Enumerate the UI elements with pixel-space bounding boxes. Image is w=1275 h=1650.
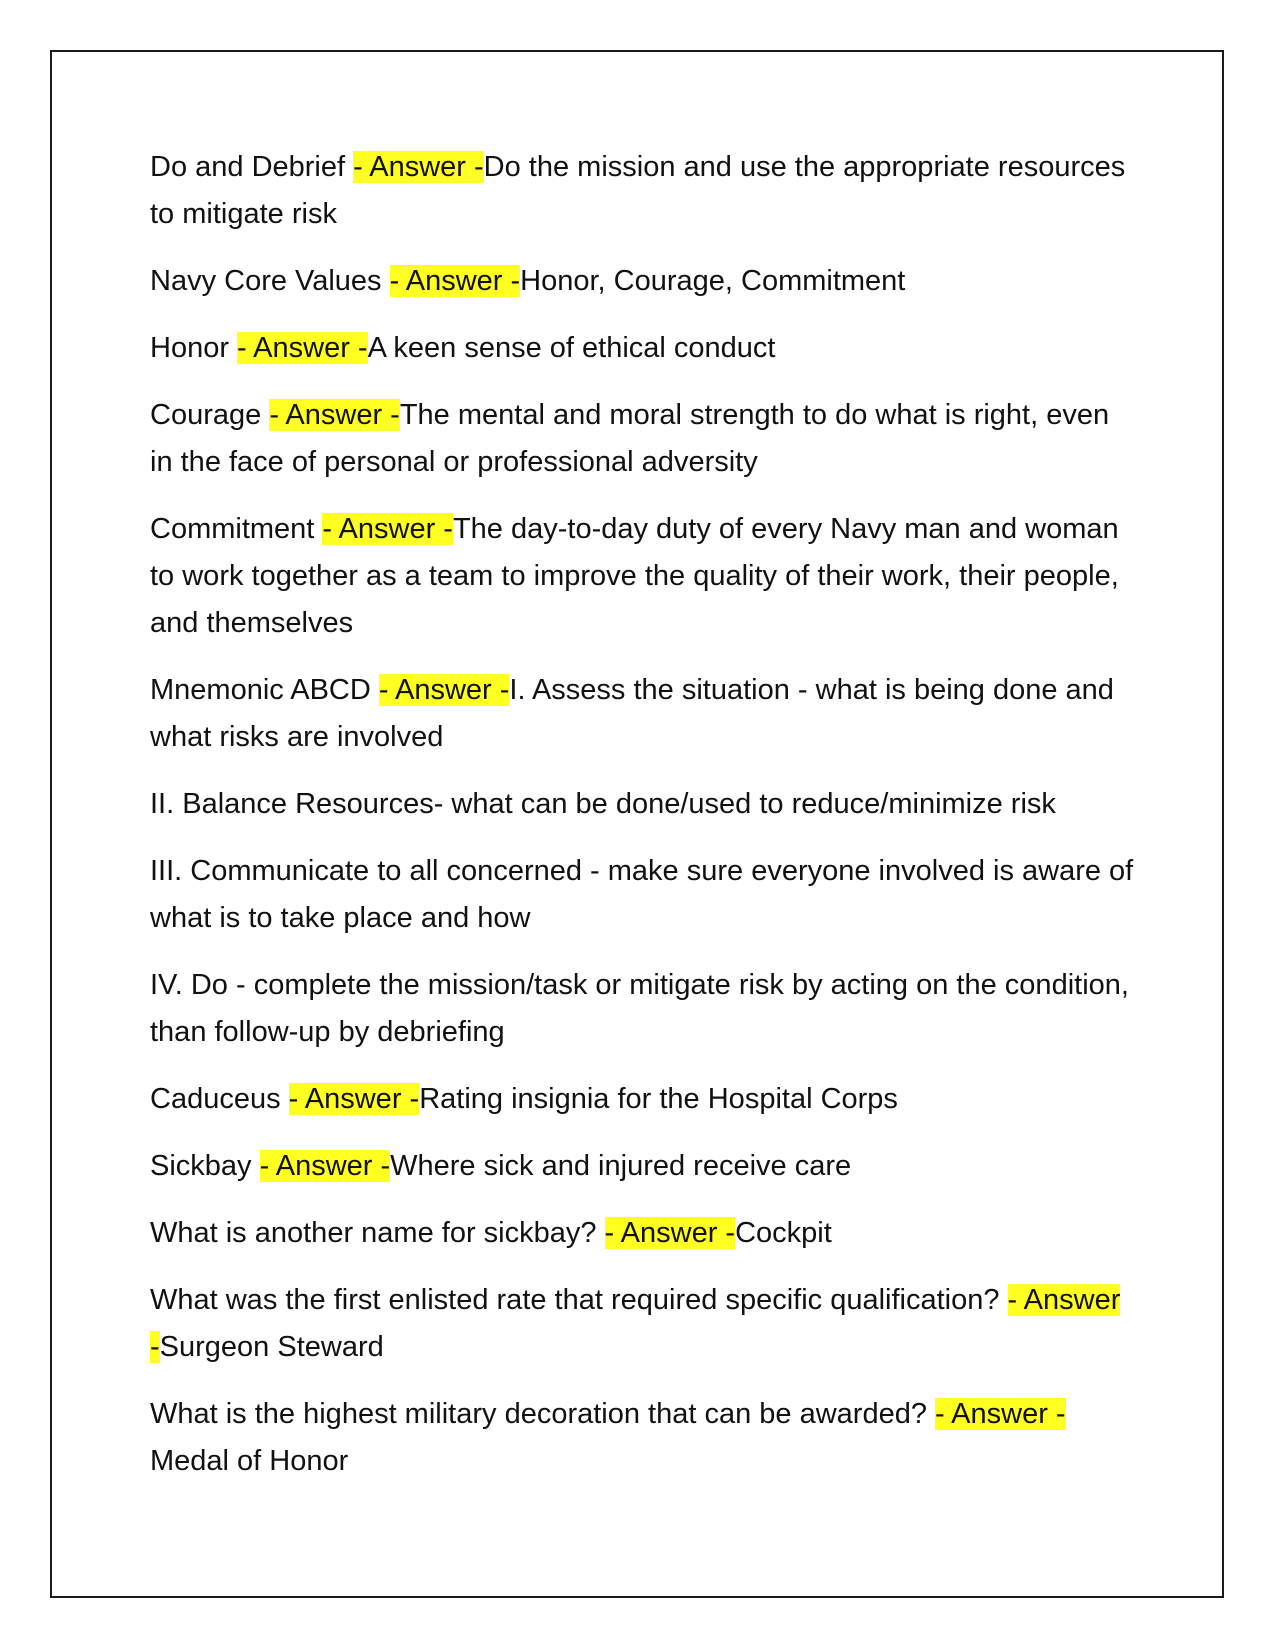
entry-term: What is the highest military decoration that can be awarded?: [150, 1398, 936, 1430]
entry-answer: Where sick and injured receive care: [390, 1150, 852, 1182]
document-body: [150, 144, 1135, 1505]
entry-term: Honor: [150, 332, 238, 364]
entry-mnemonic-abcd: [150, 667, 1135, 761]
answer-marker: - Answer -: [353, 151, 484, 183]
entry-answer: The mental and moral strength to do what is right, even in the face of personal or professional adversity: [150, 399, 1110, 478]
entry-answer: Medal of Honor: [150, 1445, 349, 1477]
entry-term: Courage: [150, 399, 270, 431]
answer-marker: - Answer -: [237, 332, 368, 364]
entry-answer: Cockpit: [735, 1217, 832, 1249]
answer-marker: - Answer -: [935, 1398, 1066, 1430]
abcd-step-communicate: III. Communicate to all concerned - make sure everyone involved is aware of what is to take place and how: [150, 855, 1134, 934]
entry-sickbay-other-name: [150, 1210, 1135, 1257]
entry-term: Do and Debrief: [150, 151, 354, 183]
entry-term: Caduceus: [150, 1083, 289, 1115]
answer-marker: - Answer -: [389, 265, 521, 297]
entry-courage: [150, 392, 1135, 486]
entry-answer: I. Assess the situation - what is being done and what risks are involved: [150, 674, 1114, 753]
entry-term: Commitment: [150, 513, 323, 545]
answer-marker: - Answer -: [604, 1217, 736, 1249]
entry-honor: [150, 325, 1135, 372]
entry-highest-decoration: [150, 1391, 1135, 1485]
entry-answer: The day-to-day duty of every Navy man and woman to work together as a team to improve the quality of their work, their people, and themselves: [150, 513, 1119, 639]
answer-marker: - Answer -: [288, 1083, 420, 1115]
entry-commitment: [150, 506, 1135, 647]
entry-answer: A keen sense of ethical conduct: [367, 332, 776, 364]
entry-caduceus: [150, 1076, 1135, 1123]
entry-sickbay: [150, 1143, 1135, 1190]
entry-answer: Rating insignia for the Hospital Corps: [419, 1083, 898, 1115]
entry-term: What is another name for sickbay?: [150, 1217, 605, 1249]
answer-marker: - Answer -: [322, 513, 453, 545]
entry-term: Sickbay: [150, 1150, 260, 1182]
abcd-step-do: IV. Do - complete the mission/task or mitigate risk by acting on the condition, than follow-up by debriefing: [150, 969, 1129, 1048]
answer-marker: - Answer -: [269, 399, 400, 431]
entry-term: Mnemonic ABCD: [150, 674, 379, 706]
answer-marker: - Answer -: [259, 1150, 391, 1182]
entry-term: What was the first enlisted rate that required specific qualification?: [150, 1284, 1008, 1316]
entry-navy-core-values: [150, 258, 1135, 305]
entry-answer: Do the mission and use the appropriate resources to mitigate risk: [150, 151, 1126, 230]
entry-first-enlisted-rate: [150, 1277, 1135, 1371]
entry-answer: Honor, Courage, Commitment: [520, 265, 906, 297]
entry-do-and-debrief: [150, 144, 1135, 238]
entry-term: Navy Core Values: [150, 265, 390, 297]
answer-marker: - Answer -: [150, 1284, 1121, 1363]
abcd-step-balance: II. Balance Resources- what can be done/used to reduce/minimize risk: [150, 788, 1056, 820]
answer-marker: - Answer -: [378, 674, 510, 706]
entry-answer: Surgeon Steward: [159, 1331, 384, 1363]
